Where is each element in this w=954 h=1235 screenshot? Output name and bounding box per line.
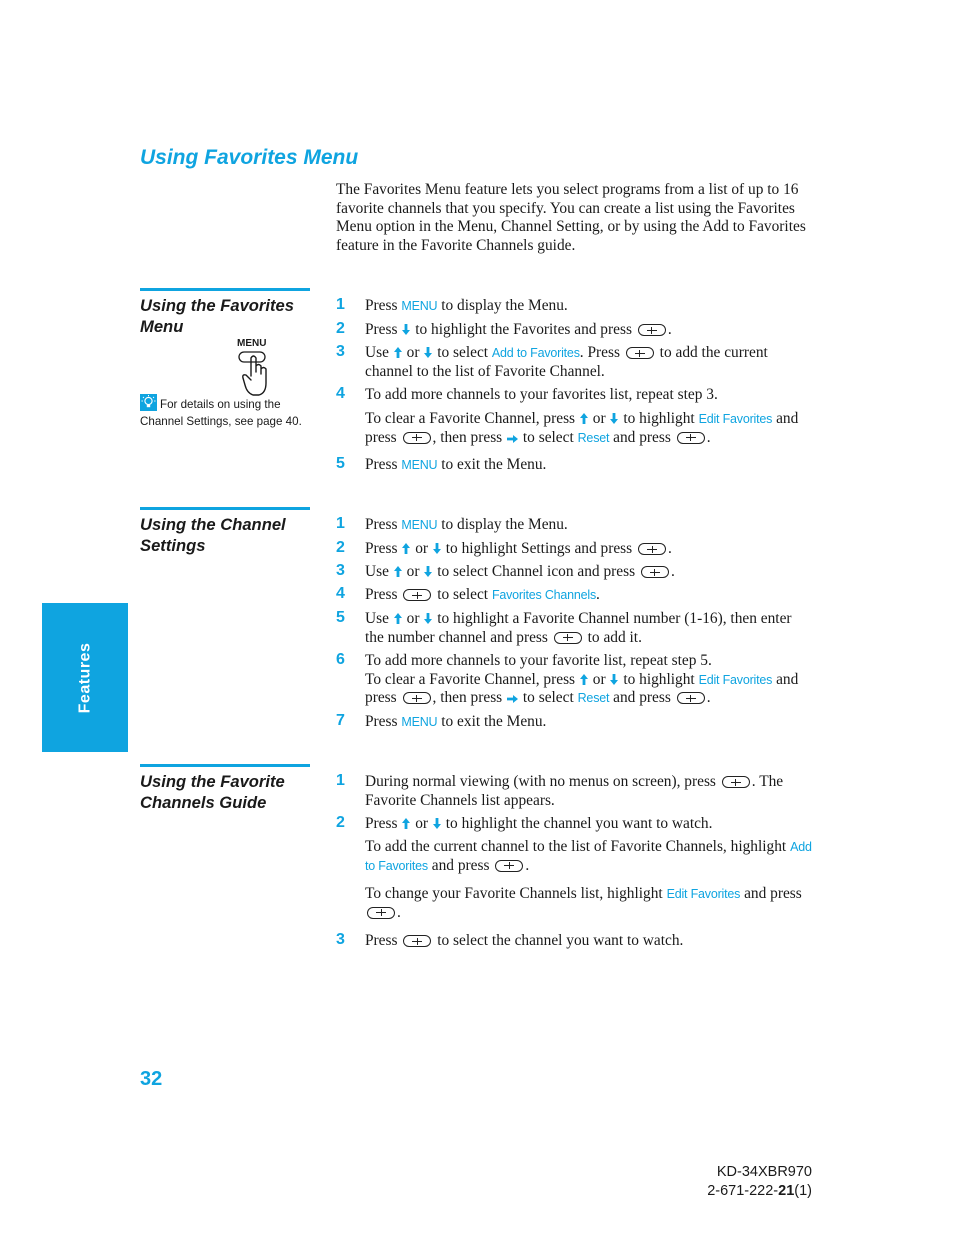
step-text: or — [415, 815, 429, 832]
down-arrow-icon — [433, 543, 441, 554]
step-text: to select — [437, 586, 489, 603]
step-number: 1 — [336, 772, 345, 789]
step-text: . — [706, 689, 711, 707]
down-arrow-icon — [424, 613, 432, 624]
step-text: . The Favorite Channels list appears. — [365, 773, 784, 809]
step-number: 3 — [336, 343, 345, 360]
step-text: Press — [365, 516, 398, 533]
note-text: and press — [365, 410, 799, 446]
up-arrow-icon — [394, 613, 402, 624]
up-arrow-icon — [402, 818, 410, 829]
step-text: Press — [365, 932, 398, 949]
step-text: Use — [365, 610, 389, 627]
step-text: and press — [613, 689, 671, 707]
step-number: 4 — [336, 385, 345, 402]
select-button-icon — [403, 432, 431, 444]
down-arrow-icon — [433, 818, 441, 829]
step-number: 2 — [336, 814, 345, 831]
step-3 — [336, 563, 814, 582]
step-text: Use — [365, 344, 389, 361]
note-text: . — [525, 856, 530, 874]
step-1 — [336, 516, 814, 535]
reset-label: Reset — [577, 430, 610, 445]
page-number: 32 — [140, 1068, 163, 1090]
up-arrow-icon — [580, 674, 588, 685]
intro-paragraph: The Favorites Menu feature lets you select programs from a list of up to 16 favorite channels that you specify. You can create a list using the Favorites Menu option in the Menu, Channel Setting, or by using the Add to Favorites feature in the Favorite Channels guide. — [336, 181, 806, 255]
step-text: , then press — [432, 689, 503, 707]
step-text: to add it. — [587, 628, 642, 646]
page-title: Using Favorites Menu — [140, 146, 359, 169]
reset-label: Reset — [577, 691, 610, 706]
change-list-note — [365, 885, 815, 922]
clear-favorite-note — [365, 410, 815, 447]
step-text: to select Channel icon and press — [437, 563, 636, 580]
section-rule — [140, 764, 310, 767]
step-text: to display the Menu. — [441, 516, 568, 533]
note-text: or — [592, 410, 606, 427]
step-1 — [336, 297, 814, 316]
select-button-icon — [677, 432, 705, 444]
step-text: or — [406, 610, 420, 627]
edit-favorites-label: Edit Favorites — [698, 412, 773, 426]
step-5 — [336, 456, 814, 475]
step-number: 1 — [336, 515, 345, 532]
select-button-icon — [638, 543, 666, 555]
note-text: To clear a Favorite Channel, press — [365, 410, 576, 427]
model-info — [707, 1163, 812, 1201]
step-2 — [336, 540, 814, 559]
step-text: Press — [365, 815, 398, 832]
step-number: 1 — [336, 296, 345, 313]
part-prefix: 2-671-222- — [707, 1183, 779, 1199]
step-text: . — [596, 586, 600, 603]
step-7 — [336, 713, 814, 732]
select-button-icon — [495, 860, 523, 872]
step-text: Use — [365, 563, 389, 580]
step-text: or — [415, 540, 429, 557]
step-text: Press — [365, 297, 398, 314]
step-text: to exit the Menu. — [441, 713, 547, 730]
add-channel-note — [365, 838, 815, 875]
edit-favorites-label: Edit Favorites — [666, 887, 741, 901]
side-tab — [42, 603, 128, 752]
down-arrow-icon — [424, 347, 432, 358]
part-suffix: (1) — [794, 1183, 812, 1199]
favorites-channels-label: Favorites Channels — [491, 588, 597, 602]
right-arrow-icon — [507, 435, 518, 443]
tip-lightbulb-icon — [140, 394, 157, 411]
note-text: to highlight — [623, 410, 695, 427]
step-text: . — [667, 321, 672, 338]
down-arrow-icon — [402, 324, 410, 335]
step-number: 4 — [336, 585, 345, 602]
add-to-favorites-label: Add to Favorites — [491, 346, 580, 360]
down-arrow-icon — [610, 674, 618, 685]
step-4 — [336, 386, 814, 405]
select-button-icon — [403, 589, 431, 601]
side-tab-label: Features — [75, 642, 93, 713]
step-number: 3 — [336, 562, 345, 579]
step-text: Press — [365, 321, 398, 338]
step-text: to select — [522, 689, 574, 707]
note-text: and press — [613, 428, 671, 446]
step-6 — [336, 652, 814, 708]
select-button-icon — [403, 692, 431, 704]
menu-button-label: MENU — [401, 715, 438, 729]
step-3 — [336, 932, 814, 951]
step-number: 5 — [336, 609, 345, 626]
section-title-favorite-channels-guide: Using the Favorite Channels Guide — [140, 772, 285, 812]
step-text: To add more channels to your favorite list, repeat step 5. — [365, 652, 712, 669]
step-text: Press — [365, 713, 398, 730]
select-button-icon — [638, 324, 666, 336]
select-button-icon — [677, 692, 705, 704]
note-text: and press — [744, 885, 802, 902]
step-text: Press — [365, 586, 398, 603]
note-text: and press — [431, 856, 490, 874]
up-arrow-icon — [394, 347, 402, 358]
down-arrow-icon — [424, 566, 432, 577]
section-title-favorites-menu: Using the Favorites Menu — [140, 296, 294, 336]
tip-note — [140, 394, 320, 430]
step-text: Press — [365, 540, 398, 557]
add-to-favorites-label: Add to Favorites — [365, 840, 812, 873]
note-text: To change your Favorite Channels list, highlight — [365, 885, 663, 902]
step-text: to highlight the Favorites and press — [415, 321, 632, 338]
step-text: . Press — [579, 344, 620, 361]
menu-button-label: MENU — [401, 458, 438, 472]
note-text: . — [706, 428, 711, 446]
section-title-channel-settings: Using the Channel Settings — [140, 515, 286, 555]
step-text: to select — [437, 344, 489, 361]
note-text: . — [397, 903, 401, 921]
step-2 — [336, 321, 814, 340]
right-arrow-icon — [507, 695, 518, 703]
step-text: During normal viewing (with no menus on screen), press — [365, 773, 716, 790]
step-3 — [336, 344, 814, 381]
step-number: 2 — [336, 539, 345, 556]
part-number — [707, 1182, 812, 1201]
model-number: KD-34XBR970 — [716, 1164, 812, 1180]
step-number: 3 — [336, 931, 345, 948]
step-text: To clear a Favorite Channel, press — [365, 670, 576, 688]
step-text: . — [668, 540, 672, 557]
up-arrow-icon — [580, 413, 588, 424]
step-number: 6 — [336, 651, 345, 668]
note-text: to select — [522, 428, 574, 446]
step-number: 5 — [336, 455, 345, 472]
step-text: to highlight a Favorite Channel number (1-16), then enter the number channel and press — [365, 610, 792, 646]
step-number: 7 — [336, 712, 345, 729]
step-1 — [336, 773, 814, 810]
down-arrow-icon — [610, 413, 618, 424]
step-number: 2 — [336, 320, 345, 337]
up-arrow-icon — [402, 543, 410, 554]
note-text: To add the current channel to the list of Favorite Channels, highlight — [365, 838, 787, 855]
step-2 — [336, 815, 814, 834]
step-text: to highlight — [623, 670, 695, 688]
section-rule — [140, 507, 310, 510]
step-text: Press — [365, 456, 398, 473]
step-text: to add the current channel to the list of Favorite Channel. — [365, 344, 768, 380]
step-text: or — [406, 344, 420, 361]
menu-button-hand-icon — [233, 338, 277, 398]
step-text: or — [592, 670, 606, 688]
step-text: . — [670, 563, 675, 580]
edit-favorites-label: Edit Favorites — [698, 672, 773, 687]
step-text: to exit the Menu. — [441, 456, 547, 473]
step-5 — [336, 610, 814, 647]
select-button-icon — [641, 566, 669, 578]
select-button-icon — [403, 935, 431, 947]
step-4 — [336, 586, 814, 605]
part-bold: 21 — [778, 1183, 795, 1199]
up-arrow-icon — [394, 566, 402, 577]
section-rule — [140, 288, 310, 291]
select-button-icon — [626, 347, 654, 359]
step-text: To add more channels to your favorites list, repeat step 3. — [365, 386, 718, 403]
step-text: to highlight the channel you want to watch. — [445, 815, 713, 832]
select-button-icon — [554, 632, 582, 644]
menu-button-label: MENU — [401, 518, 438, 532]
select-button-icon — [722, 776, 750, 788]
menu-button-label: MENU — [401, 299, 438, 313]
step-text: to display the Menu. — [441, 297, 568, 314]
note-text: , then press — [432, 428, 503, 446]
menu-icon-label: MENU — [237, 338, 267, 349]
step-text: and press — [365, 670, 799, 707]
step-text: to select the channel you want to watch. — [437, 932, 684, 949]
step-text: or — [406, 563, 420, 580]
step-text: to highlight Settings and press — [445, 540, 633, 557]
select-button-icon — [367, 907, 395, 919]
tip-text: For details on using the Channel Settings, see page 40. — [140, 398, 302, 428]
